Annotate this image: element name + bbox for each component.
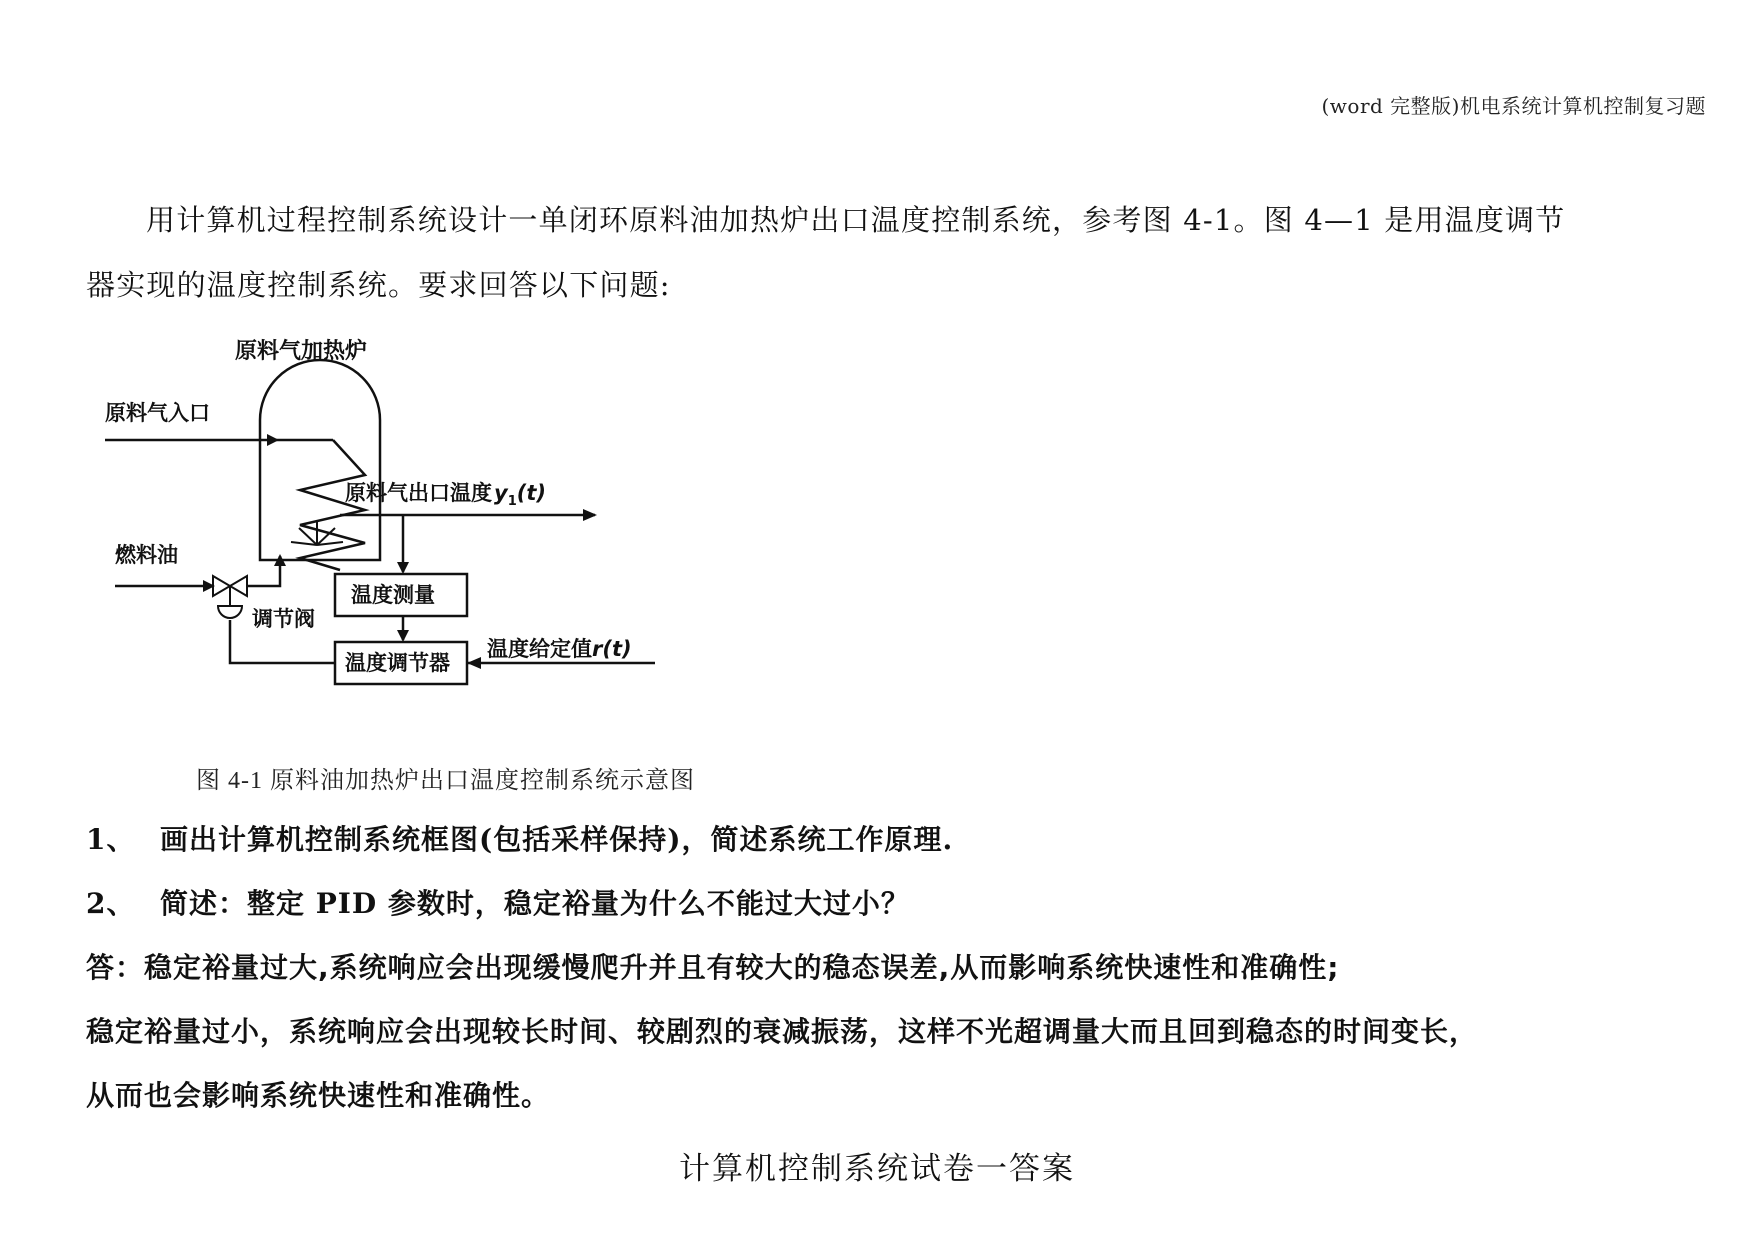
answer-line-1: 答：稳定裕量过大,系统响应会出现缓慢爬升并且有较大的稳态误差,从而影响系统快速性和准确性; — [86, 951, 1340, 984]
setpoint-label: 温度给定值r(t) — [487, 637, 632, 661]
answer-line-3: 从而也会影响系统快速性和准确性。 — [86, 1079, 551, 1112]
measure-tap-arrow — [397, 562, 409, 574]
question-1-number: 1、 — [86, 823, 136, 856]
measure-box-label: 温度测量 — [351, 583, 435, 607]
control-valve — [213, 576, 247, 618]
furnace-control-diagram — [95, 330, 775, 730]
fuel-label: 燃料油 — [115, 543, 178, 567]
valve-label: 调节阀 — [252, 607, 315, 631]
answer-line-2: 稳定裕量过小，系统响应会出现较长时间、较剧烈的衰减振荡，这样不光超调量大而且回到稳态的时间变长， — [86, 1015, 1479, 1048]
intro-line-1: 用计算机过程控制系统设计一单闭环原料油加热炉出口温度控制系统，参考图 4-1。图 4—1 是用温度调节 — [146, 203, 1566, 237]
intro-paragraph — [86, 188, 1706, 318]
question-2 — [86, 882, 910, 922]
question-2-number: 2、 — [86, 887, 136, 920]
heating-coil — [300, 440, 365, 570]
inlet-label: 原料气入口 — [105, 401, 210, 425]
outlet-arrow — [583, 509, 597, 521]
document-header-title: (word 完整版)机电系统计算机控制复习题 — [1321, 94, 1706, 118]
exam-answer-title: 计算机控制系统试卷一答案 — [679, 1151, 1075, 1187]
question-1-text: 画出计算机控制系统框图(包括采样保持)，简述系统工作原理. — [160, 823, 954, 856]
regulator-box-label: 温度调节器 — [345, 651, 450, 675]
question-2-text: 简述：整定 PID 参数时，稳定裕量为什么不能过大过小？ — [160, 887, 910, 920]
furnace-title: 原料气加热炉 — [235, 339, 368, 364]
outlet-label: 原料气出口温度$y_1(t)$ — [345, 481, 546, 509]
intro-line-2: 器实现的温度控制系统。要求回答以下问题: — [86, 268, 671, 302]
question-1 — [86, 818, 953, 858]
inlet-arrow — [267, 434, 279, 446]
figure-caption: 图 4-1 原料油加热炉出口温度控制系统示意图 — [196, 768, 695, 794]
